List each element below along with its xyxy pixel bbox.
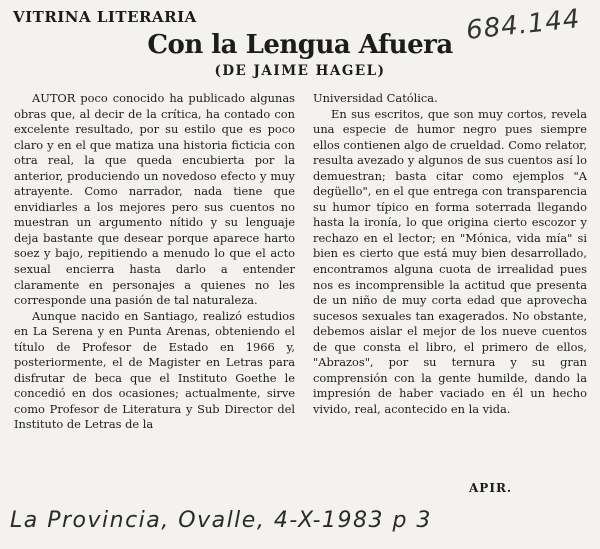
article-title: Con la Lengua Afuera (147, 30, 453, 60)
section-label: VITRINA LITERARIA (13, 8, 197, 26)
article-byline: (DE JAIME HAGEL) (214, 63, 386, 79)
handwritten-catalog-number: 684.144 (464, 4, 582, 46)
article-column-left (14, 91, 295, 433)
author-signature: APIR. (469, 481, 513, 495)
paragraph: AUTOR poco conocido ha publicado algunas obras que, al decir de la crítica, ha contado con excelente resultado, por su estilo que es poco claro y en el que matiza una historia ficticia con otra real, la que queda encubierta por la anterior, produciendo un novedoso efecto y muy atrayente. Como narrador, nada tiene que envidiarles a los mejores pero sus cuentos no muestran un argumento nítido y su lenguaje deja bastante que desear porque aparece harto soez y bajo, repitiendo a menudo lo que el acto sexual encierra hasta darlo a entender claramente en personajes a quienes no les corresponde una pasión de tal naturaleza. (14, 91, 295, 308)
article-column-right (313, 91, 587, 417)
paragraph: Aunque nacido en Santiago, realizó estudios en La Serena y en Punta Arenas, obteniendo el título de Profesor de Estado en 1966 y, posteriormente, el de Magister en Letras para disfrutar de beca que el Instituto Goethe le concedió en dos ocasiones; actualmente, sirve como Profesor de Literatura y Sub Director del Instituto de Letras de la (14, 308, 295, 432)
handwritten-source-note: La Provincia, Ovalle, 4-X-1983 p 3 (10, 508, 432, 533)
paragraph: Universidad Católica. (313, 91, 438, 105)
paragraph: En sus escritos, que son muy cortos, revela una especie de humor negro pues siempre ellos contienen algo de crueldad. Como relator, resulta avezado y algunos de sus cuentos así lo demuestran; basta citar como ejemplos "A degüello", en el que entrega con transparencia su humor típico en forma soterrada llegando hasta la ironía, lo que origina cierto escozor y rechazo en el lector; en "Mónica, vida mía" si bien es cierto que está muy bien desarrollado, encontramos alguna cuota de irrealidad pues nos es incomprensible la actitud que presenta de un niño de muy corta edad que aprovecha sucesos sexuales tan exagerados. No obstante, debemos aislar el mejor de los nueve cuentos de que consta el libro, el primero de ellos, "Abrazos", por su ternura y su gran comprensión con la gente humilde, dando la impresión de haber vaciado en él un hecho vivido, real, acontecido en la vida. (313, 106, 587, 416)
